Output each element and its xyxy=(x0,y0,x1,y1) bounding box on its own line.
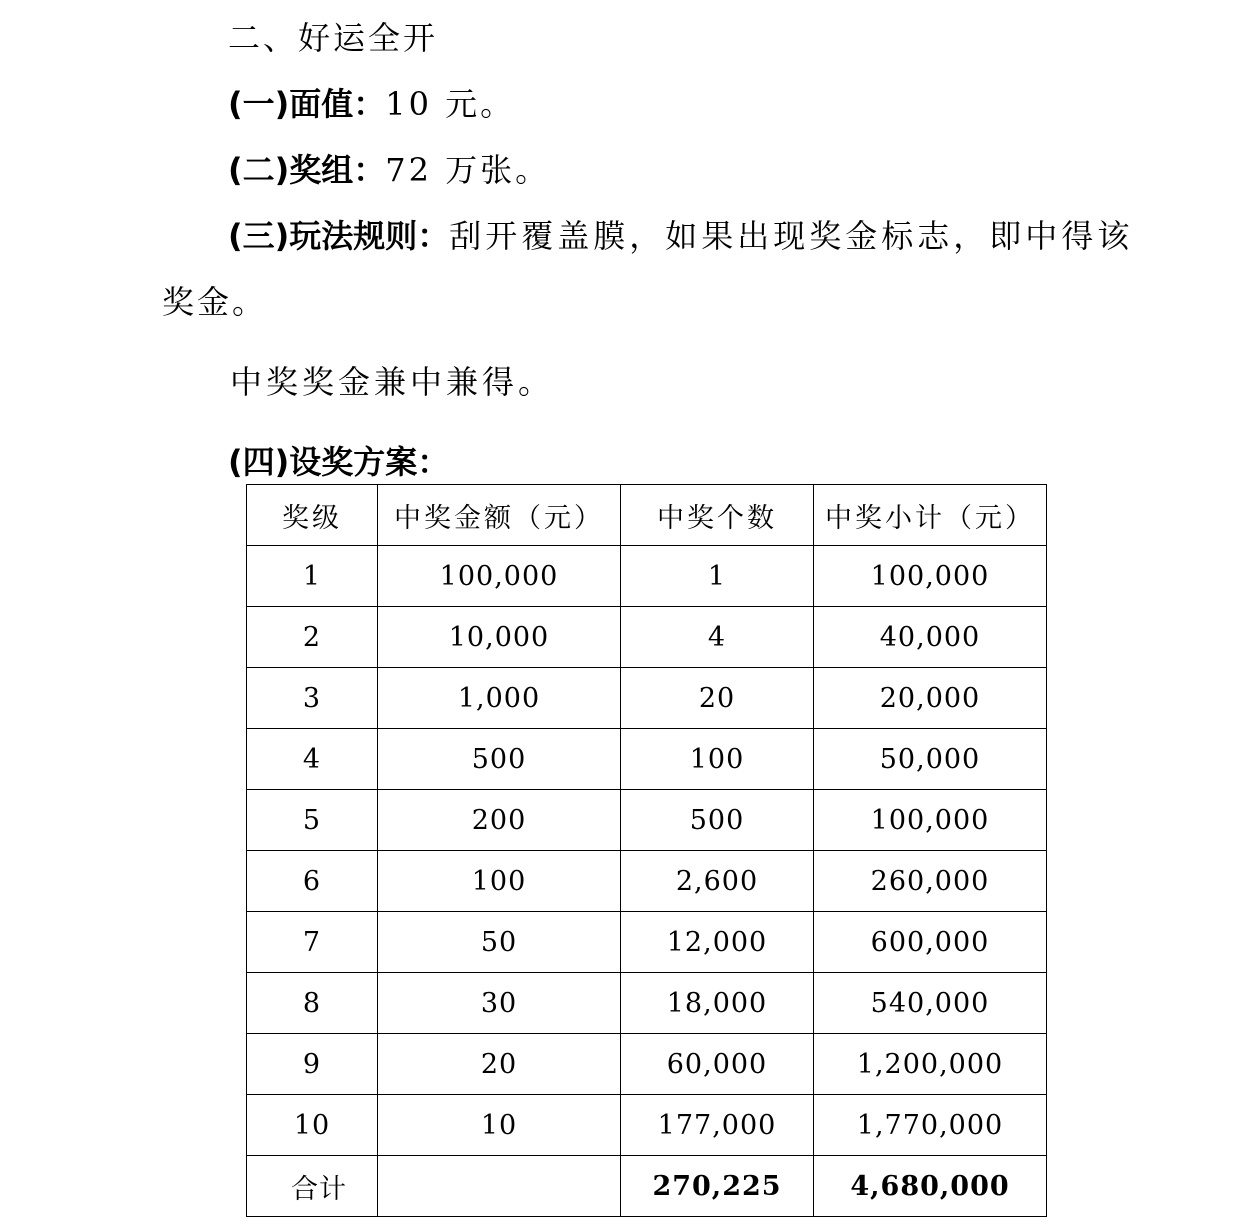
cell-amount: 30 xyxy=(378,973,621,1034)
table-header-row xyxy=(247,485,1047,546)
cell-level: 10 xyxy=(247,1095,378,1156)
cell-level: 5 xyxy=(247,790,378,851)
table-row xyxy=(247,973,1047,1034)
rules-label: (三)玩法规则： xyxy=(228,217,450,255)
table-row xyxy=(247,790,1047,851)
cell-subtotal: 50,000 xyxy=(814,729,1047,790)
cell-count: 12,000 xyxy=(621,912,814,973)
cell-amount: 1,000 xyxy=(378,668,621,729)
table-row xyxy=(247,1095,1047,1156)
table-row xyxy=(247,912,1047,973)
cell-amount: 50 xyxy=(378,912,621,973)
prize-group-line xyxy=(228,150,550,190)
cell-level: 4 xyxy=(247,729,378,790)
cell-amount: 10,000 xyxy=(378,607,621,668)
table-row xyxy=(247,729,1047,790)
cell-subtotal: 40,000 xyxy=(814,607,1047,668)
table-row xyxy=(247,851,1047,912)
cell-level: 3 xyxy=(247,668,378,729)
total-amount xyxy=(378,1156,621,1217)
cell-level: 7 xyxy=(247,912,378,973)
cell-count: 177,000 xyxy=(621,1095,814,1156)
cell-amount: 200 xyxy=(378,790,621,851)
table-row xyxy=(247,1034,1047,1095)
prize-group-label: (二)奖组： xyxy=(228,151,386,189)
prize-table xyxy=(246,484,1047,1217)
cell-level: 6 xyxy=(247,851,378,912)
prize-group-value: 72 万张。 xyxy=(385,151,551,189)
rules-continuation: 奖金。 xyxy=(162,283,268,321)
cell-subtotal: 1,770,000 xyxy=(814,1095,1047,1156)
table-row xyxy=(247,607,1047,668)
cell-amount: 100 xyxy=(378,851,621,912)
cell-count: 20 xyxy=(621,668,814,729)
rules-value: 刮开覆盖膜，如果出现奖金标志，即中得该 xyxy=(449,217,1134,255)
cell-subtotal: 600,000 xyxy=(814,912,1047,973)
cell-level: 8 xyxy=(247,973,378,1034)
table-row xyxy=(247,546,1047,607)
cell-count: 2,600 xyxy=(621,851,814,912)
cell-count: 18,000 xyxy=(621,973,814,1034)
total-subtotal: 4,680,000 xyxy=(814,1156,1047,1217)
cell-level: 2 xyxy=(247,607,378,668)
header-cell-level: 奖级 xyxy=(247,485,378,546)
cell-level: 9 xyxy=(247,1034,378,1095)
cell-count: 4 xyxy=(621,607,814,668)
cell-count: 60,000 xyxy=(621,1034,814,1095)
cell-amount: 20 xyxy=(378,1034,621,1095)
rules-line xyxy=(228,216,1133,256)
cell-count: 500 xyxy=(621,790,814,851)
total-label: 合计 xyxy=(247,1156,378,1217)
face-value-value: 10 元。 xyxy=(385,85,516,123)
face-value-label: (一)面值： xyxy=(228,85,386,123)
cell-subtotal: 540,000 xyxy=(814,973,1047,1034)
cell-subtotal: 20,000 xyxy=(814,668,1047,729)
cell-amount: 500 xyxy=(378,729,621,790)
scheme-title: (四)设奖方案： xyxy=(228,443,450,481)
table-row xyxy=(247,668,1047,729)
total-count: 270,225 xyxy=(621,1156,814,1217)
combine-note: 中奖奖金兼中兼得。 xyxy=(230,363,555,401)
cell-subtotal: 100,000 xyxy=(814,790,1047,851)
cell-subtotal: 260,000 xyxy=(814,851,1047,912)
header-cell-subtotal: 中奖小计（元） xyxy=(814,485,1047,546)
table-total-row xyxy=(247,1156,1047,1217)
cell-subtotal: 1,200,000 xyxy=(814,1034,1047,1095)
cell-subtotal: 100,000 xyxy=(814,546,1047,607)
cell-amount: 10 xyxy=(378,1095,621,1156)
cell-count: 1 xyxy=(621,546,814,607)
cell-count: 100 xyxy=(621,729,814,790)
section-title: 二、好运全开 xyxy=(228,19,439,57)
header-cell-amount: 中奖金额（元） xyxy=(378,485,621,546)
header-cell-count: 中奖个数 xyxy=(621,485,814,546)
face-value-line xyxy=(228,84,515,124)
cell-level: 1 xyxy=(247,546,378,607)
cell-amount: 100,000 xyxy=(378,546,621,607)
